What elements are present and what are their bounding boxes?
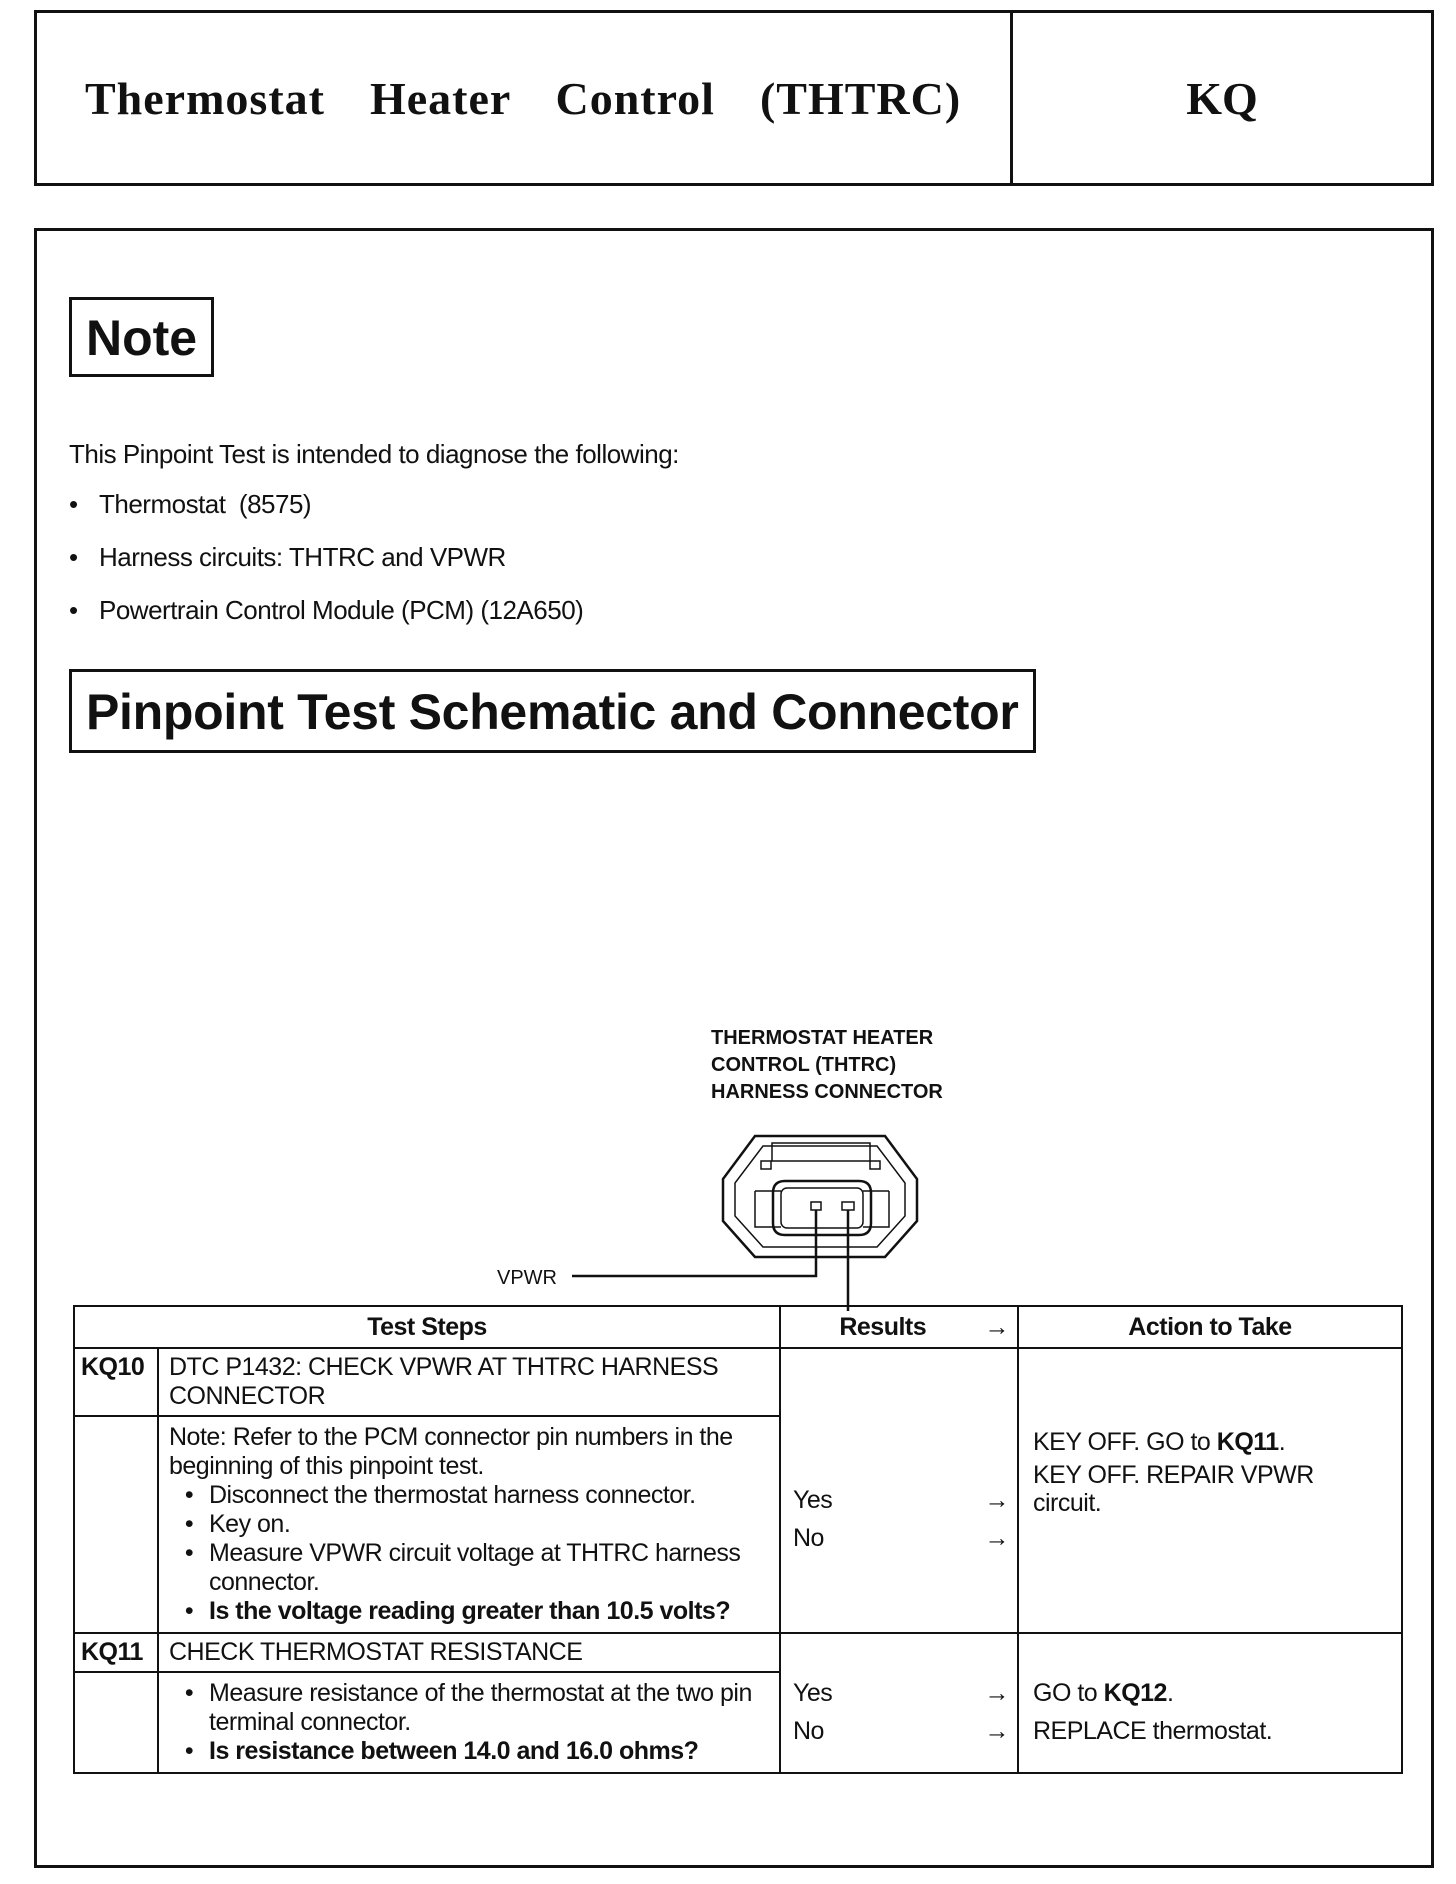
bullet-icon: • <box>69 489 78 519</box>
header-results: Results → <box>780 1306 1018 1348</box>
wire-lines <box>572 1210 848 1311</box>
connector-title-line-3: HARNESS CONNECTOR <box>711 1081 943 1103</box>
connector-title-line-1: THERMOSTAT HEATER <box>711 1027 934 1049</box>
table-row <box>74 1633 1402 1672</box>
arrow-icon: → <box>984 1524 1009 1552</box>
test-steps-table <box>73 1305 1403 1774</box>
vpwr-label: VPWR <box>497 1267 557 1289</box>
bullet-icon: • <box>69 542 78 572</box>
bullet-icon: • <box>184 1481 194 1509</box>
schematic-heading: Pinpoint Test Schematic and Connector <box>69 669 1036 753</box>
connector-icon <box>723 1136 917 1257</box>
arrow-icon: → <box>984 1717 1009 1745</box>
note-list <box>69 487 583 646</box>
bullet-icon: • <box>184 1539 194 1567</box>
step-title: CHECK THERMOSTAT RESISTANCE <box>158 1633 780 1672</box>
connector-diagram <box>37 791 1431 1311</box>
list-item: • Disconnect the thermostat harness connector. <box>169 1481 769 1510</box>
result-yes: Yes → <box>793 1481 1017 1519</box>
list-item: • Measure resistance of the thermostat at the two pin terminal connector. <box>169 1679 769 1737</box>
result-no: No → <box>793 1519 1017 1557</box>
table-row <box>74 1348 1402 1416</box>
step-id: KQ10 <box>74 1348 158 1416</box>
step-list <box>169 1481 769 1626</box>
list-item: • Powertrain Control Module (PCM) (12A650) <box>69 593 583 646</box>
page-title: Thermostat Heater Control (THTRC) <box>37 13 1013 183</box>
connector-title-line-2: CONTROL (THTRC) <box>711 1054 897 1076</box>
list-item: • Is the voltage reading greater than 10.5 volts? <box>169 1597 769 1626</box>
content-box <box>34 228 1434 1868</box>
action-no: REPLACE thermostat. <box>1033 1717 1273 1745</box>
list-item: • Is resistance between 14.0 and 16.0 ohms? <box>169 1737 769 1766</box>
bullet-icon: • <box>184 1510 194 1538</box>
note-heading: Note <box>69 297 214 377</box>
action-yes: KEY OFF. GO to KQ11. <box>1033 1428 1286 1456</box>
bullet-icon: • <box>69 595 78 625</box>
step-body <box>158 1672 780 1773</box>
arrow-icon: → <box>984 1312 1009 1341</box>
list-item: • Thermostat (8575) <box>69 487 583 540</box>
step-title: DTC P1432: CHECK VPWR AT THTRC HARNESS CONNECTOR <box>158 1348 780 1416</box>
page-header <box>34 10 1434 186</box>
list-item: • Key on. <box>169 1510 769 1539</box>
results-cell <box>780 1633 1018 1773</box>
arrow-icon: → <box>984 1486 1009 1514</box>
note-intro: This Pinpoint Test is intended to diagnose the following: <box>69 439 679 469</box>
bullet-icon: • <box>184 1679 194 1707</box>
action-yes: GO to KQ12. <box>1033 1679 1174 1707</box>
step-id: KQ11 <box>74 1633 158 1672</box>
result-no: No → <box>793 1712 1017 1750</box>
results-cell <box>780 1348 1018 1633</box>
list-item: • Measure VPWR circuit voltage at THTRC harness connector. <box>169 1539 769 1597</box>
step-note: Note: Refer to the PCM connector pin numbers in the beginning of this pinpoint test. <box>169 1423 733 1480</box>
arrow-icon: → <box>984 1679 1009 1707</box>
step-body <box>158 1416 780 1633</box>
bullet-icon: • <box>184 1737 194 1765</box>
header-test-steps: Test Steps <box>74 1306 780 1348</box>
header-action: Action to Take <box>1018 1306 1402 1348</box>
action-cell <box>1018 1633 1402 1773</box>
list-item: • Harness circuits: THTRC and VPWR <box>69 540 583 593</box>
action-no: KEY OFF. REPAIR VPWR circuit. <box>1033 1461 1314 1517</box>
step-list <box>169 1679 769 1766</box>
action-cell <box>1018 1348 1402 1633</box>
bullet-icon: • <box>184 1597 194 1625</box>
table-header-row <box>74 1306 1402 1348</box>
result-yes: Yes → <box>793 1674 1017 1712</box>
section-code: KQ <box>1186 72 1258 124</box>
